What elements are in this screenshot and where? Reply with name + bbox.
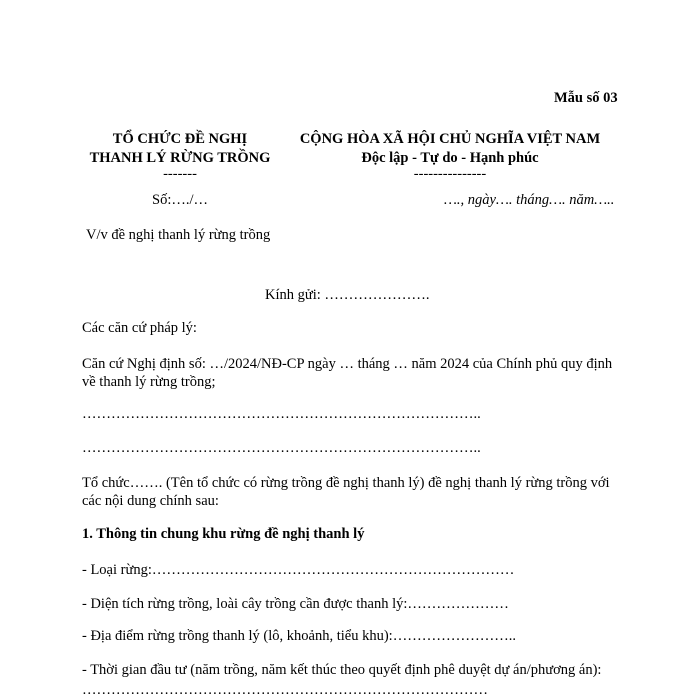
recipient-line: Kính gửi: …………………. (265, 287, 430, 303)
nation-header (285, 130, 615, 180)
subject-line: V/v đề nghị thanh lý rừng trồng (86, 227, 271, 243)
legal-basis-text: Căn cứ Nghị định số: …/2024/NĐ-CP ngày … tháng … năm 2024 của Chính phủ quy định về thanh lý rừng trồng; (82, 356, 613, 390)
nation-name: CỘNG HÒA XÃ HỘI CHỦ NGHĨA VIỆT NAM (299, 131, 601, 147)
item-area-species: - Diện tích rừng trồng, loài cây trồng cần được thanh lý:………………… (82, 596, 509, 612)
date-line: …., ngày…. tháng…. năm….. (444, 192, 615, 208)
item-investment-time: - Thời gian đầu tư (năm trồng, năm kết thúc theo quyết định phê duyệt dự án/phương án): (82, 662, 602, 678)
section-1-heading: 1. Thông tin chung khu rừng đề nghị thanh lý (82, 526, 365, 542)
org-name-line1: TỔ CHỨC ĐỀ NGHỊ (112, 131, 248, 147)
reference-number: Số:…./… (152, 192, 208, 208)
item-location: - Địa điểm rừng trồng thanh lý (lô, khoảnh, tiểu khu):…………………….. (82, 628, 516, 644)
item-forest-type: - Loại rừng:………………………………………………………………… (82, 562, 515, 578)
dotted-line-1: ……………………………………………………………………….. (82, 406, 481, 422)
org-header (75, 130, 285, 180)
dotted-line-2: ……………………………………………………………………….. (82, 440, 481, 456)
org-divider: ------- (163, 166, 197, 182)
dotted-line-3: ………………………………………………………………………… (82, 682, 488, 698)
form-number: Mẫu số 03 (554, 90, 618, 106)
nation-divider: --------------- (413, 166, 487, 182)
legal-basis-heading: Các căn cứ pháp lý: (82, 320, 197, 336)
nation-motto: Độc lập - Tự do - Hạnh phúc (361, 150, 539, 166)
org-name-line2: THANH LÝ RỪNG TRỒNG (89, 150, 271, 166)
request-paragraph: Tổ chức……. (Tên tổ chức có rừng trồng đề nghị thanh lý) đề nghị thanh lý rừng trồng với các nội dung chính sau: (82, 475, 610, 509)
